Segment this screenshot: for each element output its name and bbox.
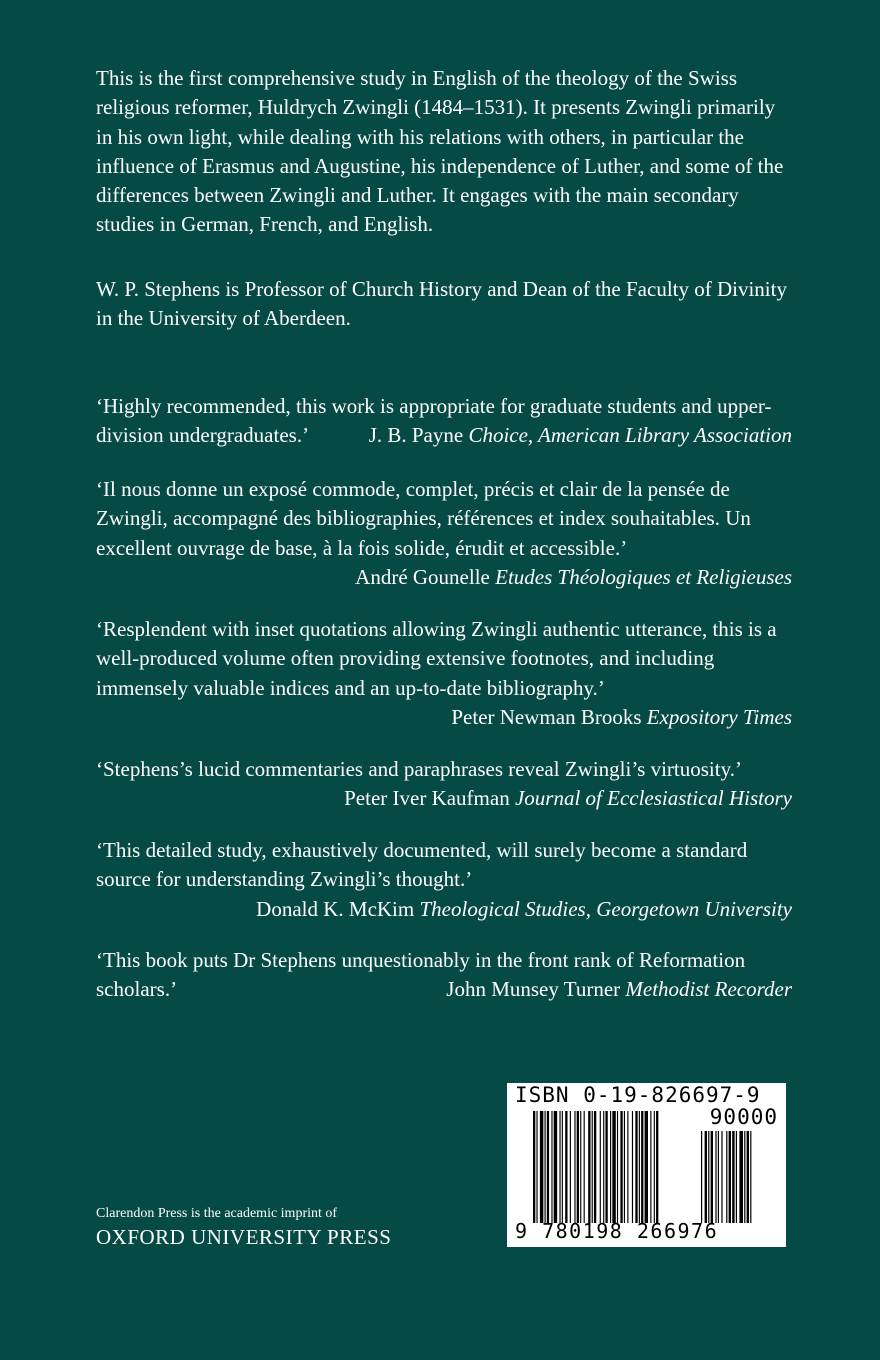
review-quote xyxy=(96,755,792,814)
review-text: ‘Highly recommended, this work is appropriate for graduate students and upper-division undergraduates.’ xyxy=(96,394,772,448)
review-quote xyxy=(96,946,792,1005)
barcode-bar xyxy=(565,1111,567,1223)
barcode-addon-bar xyxy=(750,1131,751,1223)
barcode-bar xyxy=(624,1111,625,1223)
reviewer-name: Peter Newman Brooks xyxy=(451,704,642,729)
barcode-bar xyxy=(639,1111,640,1223)
barcode-addon-bar xyxy=(701,1131,702,1223)
barcode-addon-bar xyxy=(721,1131,722,1223)
isbn-label: ISBN 0-19-826697-9 xyxy=(515,1083,761,1107)
barcode-bar xyxy=(610,1111,611,1223)
barcode-addon-bar xyxy=(732,1131,734,1223)
barcode-addon-bar xyxy=(736,1131,737,1223)
barcode-bar xyxy=(605,1111,607,1223)
barcode-bar xyxy=(654,1111,655,1223)
review-text: ‘Il nous donne un exposé commode, complet, précis et clair de la pensée de Zwingli, accompagné des bibliographies, références et index souhaitables. Un excellent ouvrage de base, à la fois solide, érudit et accessible.’ xyxy=(96,477,751,560)
barcode-bar xyxy=(656,1111,658,1223)
barcode-bar xyxy=(645,1111,648,1223)
imprint-note: Clarendon Press is the academic imprint of xyxy=(96,1206,338,1221)
ean-number: 9 780198 266976 xyxy=(515,1219,719,1243)
isbn-barcode xyxy=(507,1083,786,1247)
review-attribution xyxy=(96,563,792,592)
price-addon-code: 90000 xyxy=(709,1105,778,1129)
reviewer-name: André Gounelle xyxy=(355,564,490,589)
barcode-bar xyxy=(594,1111,596,1223)
review-text: ‘This book puts Dr Stephens unquestionably in the front rank of Reformation scholars.’ xyxy=(96,948,746,1002)
barcode-bar xyxy=(533,1111,535,1223)
barcode-addon-bar xyxy=(705,1131,707,1223)
reviewer-name: J. B. Payne xyxy=(368,423,464,448)
review-source: Methodist Recorder xyxy=(625,977,792,1002)
barcode-bar xyxy=(632,1111,633,1223)
barcode-bar xyxy=(554,1111,557,1223)
barcode-bar xyxy=(600,1111,601,1223)
review-quote xyxy=(96,475,792,592)
barcode-bar xyxy=(574,1111,575,1223)
reviewer-name: Peter Iver Kaufman xyxy=(344,786,510,811)
barcode-addon-bar xyxy=(708,1131,709,1223)
author-bio: W. P. Stephens is Professor of Church History and Dean of the Faculty of Divinity in the University of Aberdeen. xyxy=(96,277,787,331)
review-attribution xyxy=(369,421,792,450)
publisher-name: OXFORD UNIVERSITY PRESS xyxy=(96,1225,392,1249)
barcode-bar xyxy=(620,1111,622,1223)
review-quote xyxy=(96,615,792,732)
barcode-bar xyxy=(540,1111,543,1223)
barcode-addon-bar xyxy=(715,1131,716,1223)
barcode-bar xyxy=(603,1111,604,1223)
barcode-bar xyxy=(562,1111,563,1223)
barcode-bar xyxy=(635,1111,637,1223)
barcode-bar xyxy=(551,1111,552,1223)
barcode-bar xyxy=(547,1111,549,1223)
barcode-addon-bar xyxy=(747,1131,749,1223)
barcode-bar xyxy=(559,1111,560,1223)
barcode-bar xyxy=(536,1111,537,1223)
barcode-bar xyxy=(588,1111,590,1223)
barcode-addon-bar xyxy=(744,1131,745,1223)
barcode-addon-bar xyxy=(718,1131,719,1223)
review-text: ‘Resplendent with inset quotations allowing Zwingli authentic utterance, this is a well-produced volume often providing extensive footnotes, and including immensely valuable indices and an up-to-date bibliography.’ xyxy=(96,617,777,700)
barcode-bar xyxy=(612,1111,615,1223)
reviewer-name: John Munsey Turner xyxy=(446,977,621,1002)
review-attribution xyxy=(96,895,792,924)
review-source: Expository Times xyxy=(646,704,792,729)
barcode-bar xyxy=(584,1111,585,1223)
review-quote xyxy=(96,836,792,924)
review-attribution xyxy=(96,784,792,813)
review-quote xyxy=(96,392,792,451)
barcode-bar xyxy=(617,1111,618,1223)
barcode-addon-bar xyxy=(729,1131,731,1223)
review-source: Theological Studies, Georgetown University xyxy=(419,896,792,921)
barcode-addon-bar xyxy=(711,1131,713,1223)
review-text: ‘Stephens’s lucid commentaries and paraphrases reveal Zwingli’s virtuosity.’ xyxy=(96,757,742,781)
book-description: This is the first comprehensive study in English of the theology of the Swiss religious reformer, Huldrych Zwingli (1484–1531). It presents Zwingli primarily in his own light, while dealing with his relations with others, in particular the influence of Erasmus and Augustine, his independence of Luther, and some of the differences between Zwingli and Luther. It engages with the main secondary studies in German, French, and English. xyxy=(96,66,784,237)
review-attribution xyxy=(446,975,792,1004)
barcode-bar xyxy=(570,1111,571,1223)
review-text: ‘This detailed study, exhaustively documented, will surely become a standard source for understanding Zwingli’s thought.’ xyxy=(96,838,748,892)
review-attribution xyxy=(96,703,792,732)
review-source: Etudes Théologiques et Religieuses xyxy=(495,564,792,589)
barcode-bar xyxy=(577,1111,579,1223)
reviewer-name: Donald K. McKim xyxy=(256,896,415,921)
review-source: Choice, American Library Association xyxy=(468,423,792,448)
barcode-bar xyxy=(580,1111,581,1223)
barcode-bar xyxy=(627,1111,628,1223)
review-source: Journal of Ecclesiastical History xyxy=(514,786,792,811)
barcode-addon-bar xyxy=(726,1131,727,1223)
barcode-bar xyxy=(641,1111,643,1223)
barcode-bar xyxy=(545,1111,546,1223)
barcode-bar xyxy=(650,1111,651,1223)
barcode-bar xyxy=(592,1111,593,1223)
barcode-addon-bar xyxy=(739,1131,743,1223)
